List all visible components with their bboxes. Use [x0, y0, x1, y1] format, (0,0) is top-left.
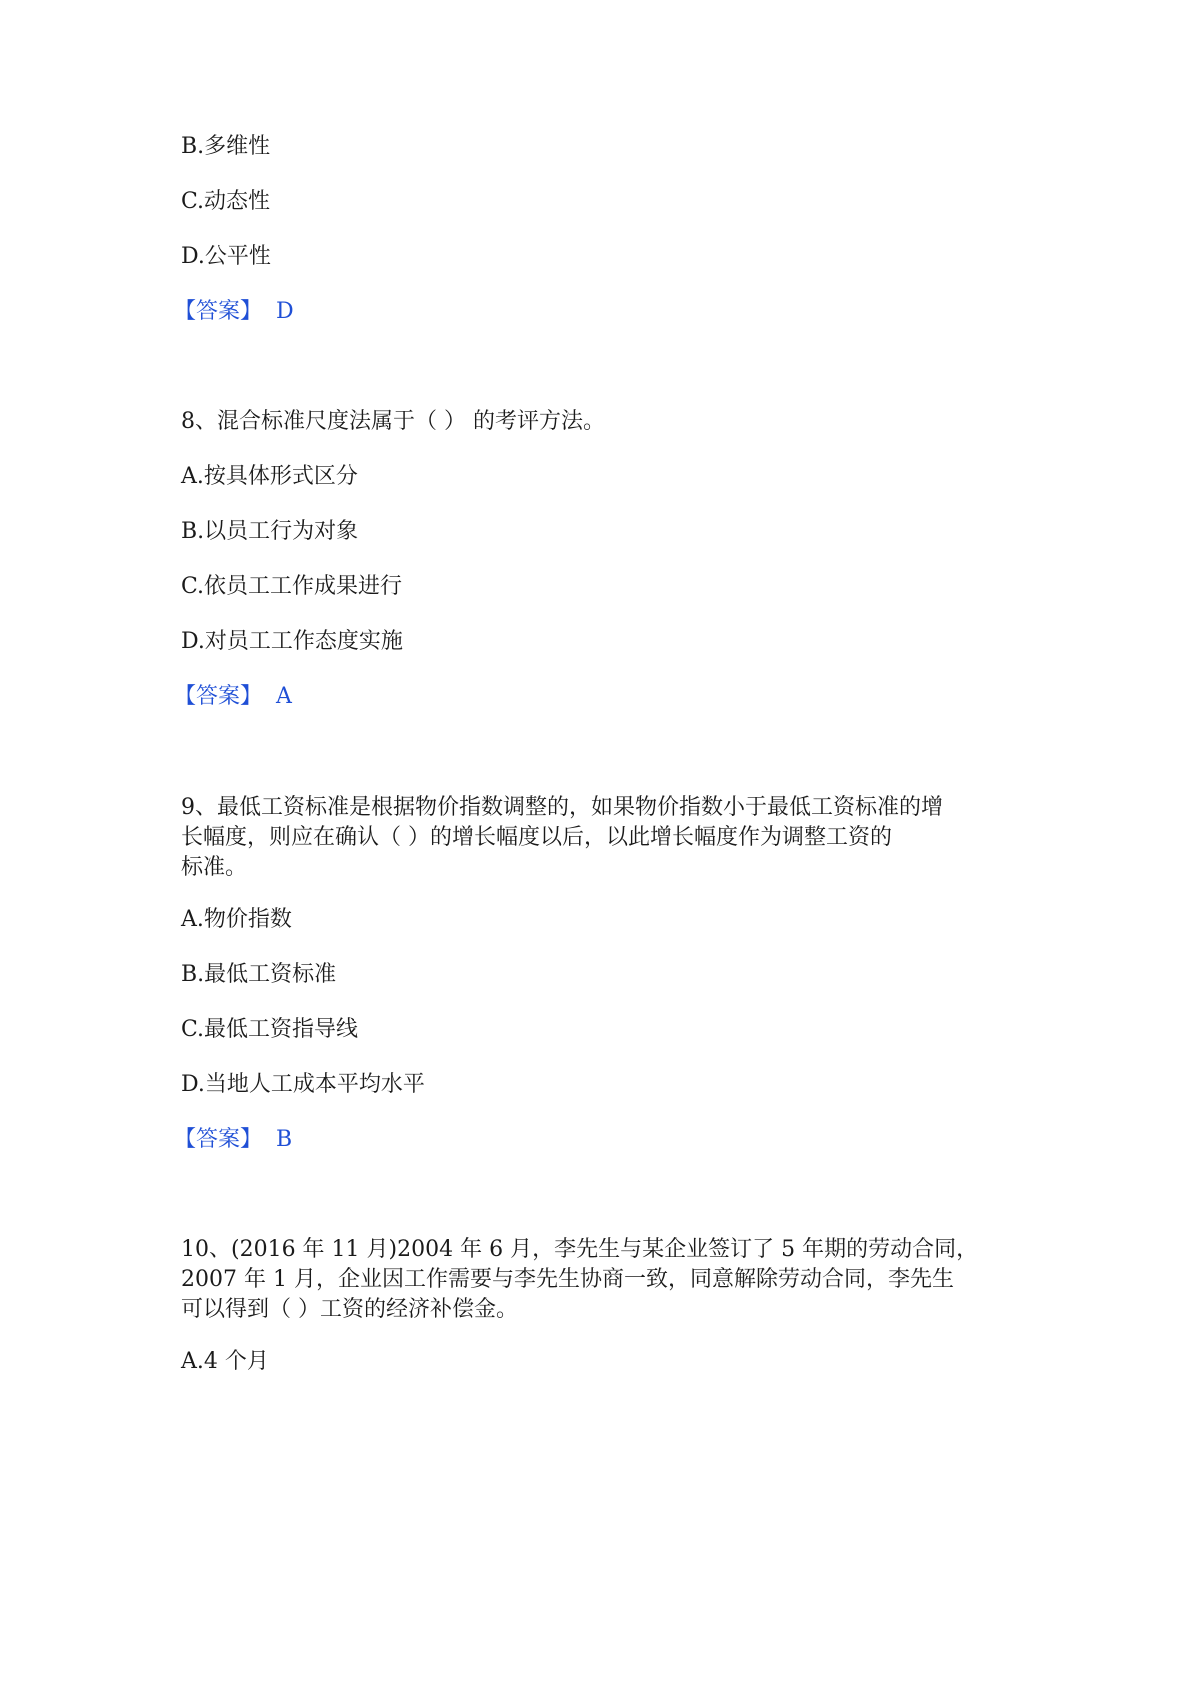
answer-value: A: [276, 684, 292, 709]
q9-option-a: A.物价指数: [181, 907, 292, 932]
q10-question-line-1: 10、(2016 年 11 月)2004 年 6 月，李先生与某企业签订了 5 年期的劳动合同，: [181, 1237, 979, 1262]
q8-option-c: C.依员工工作成果进行: [181, 574, 403, 599]
q8-option-a: A.按具体形式区分: [181, 464, 358, 489]
q8-option-d: D.对员工工作态度实施: [181, 629, 403, 654]
answer-label: 【答案】: [174, 684, 263, 709]
answer-label: 【答案】: [174, 299, 263, 324]
answer-value: B: [276, 1127, 293, 1152]
q8-question: 8、混合标准尺度法属于（ ） 的考评方法。: [181, 409, 605, 434]
q9-answer: [174, 1124, 292, 1156]
q8-option-b: B.以员工行为对象: [181, 519, 359, 544]
q7-option-c: C.动态性: [181, 189, 271, 214]
q7-answer: [174, 296, 294, 328]
q7-option-d: D.公平性: [181, 244, 271, 269]
q9-option-c: C.最低工资指导线: [181, 1017, 359, 1042]
q7-option-b: B.多维性: [181, 134, 271, 159]
q9-question-line-2: 长幅度，则应在确认（ ）的增长幅度以后，以此增长幅度作为调整工资的: [181, 825, 892, 850]
answer-label: 【答案】: [174, 1127, 263, 1152]
q9-option-b: B.最低工资标准: [181, 962, 337, 987]
answer-value: D: [276, 299, 294, 324]
q9-option-d: D.当地人工成本平均水平: [181, 1072, 425, 1097]
q10-question-line-3: 可以得到（ ）工资的经济补偿金。: [181, 1297, 518, 1322]
q9-question-line-3: 标准。: [181, 855, 248, 880]
q9-question-line-1: 9、最低工资标准是根据物价指数调整的，如果物价指数小于最低工资标准的增: [181, 795, 943, 820]
q10-question-line-2: 2007 年 1 月，企业因工作需要与李先生协商一致，同意解除劳动合同，李先生: [181, 1267, 954, 1292]
q8-answer: [174, 681, 292, 713]
q10-option-a: A.4 个月: [181, 1349, 269, 1374]
